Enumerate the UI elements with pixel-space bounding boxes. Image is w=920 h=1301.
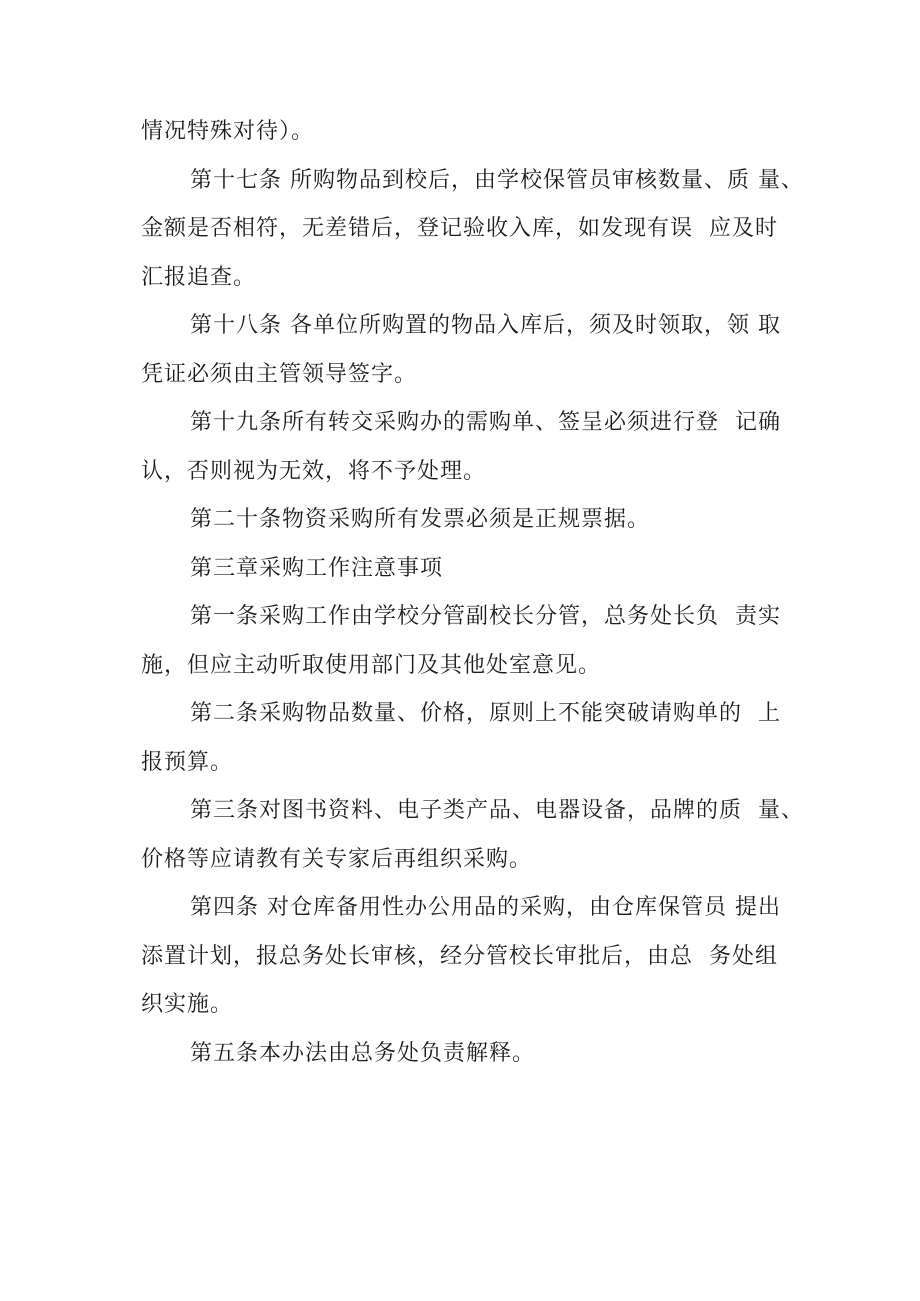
text-line-2: 第十七条 所购物品到校后，由学校保管员审核数量、质 量、 (190, 168, 804, 193)
text-line-4: 汇报追查。 (141, 265, 257, 290)
text-line-6: 凭证必须由主管领导签字。 (141, 362, 418, 387)
text-line-3: 金额是否相符，无差错后，登记验收入库，如发现有误 应及时 (141, 216, 778, 241)
text-line-18: 添置计划，报总务处长审核，经分管校长审批后，由总 务处组 (141, 944, 778, 969)
text-line-8: 认，否则视为无效，将不予处理。 (141, 459, 487, 484)
text-line-12: 施，但应主动听取使用部门及其他处室意见。 (141, 653, 602, 678)
text-line-5: 第十八条 各单位所购置的物品入库后，须及时领取，领 取 (190, 313, 781, 338)
text-line-11: 第一条采购工作由学校分管副校长分管，总务处长负 责实 (190, 604, 781, 629)
text-line-13: 第二条采购物品数量、价格，原则上不能突破请购单的 上 (190, 701, 781, 726)
text-line-17: 第四条 对仓库备用性办公用品的采购，由仓库保管员 提出 (190, 895, 781, 920)
text-line-1: 情况特殊对待）。 (141, 119, 315, 144)
text-line-20: 第五条本办法由总务处负责解释。 (190, 1041, 536, 1066)
text-line-15: 第三条对图书资料、电子类产品、电器设备，品牌的质 量、 (190, 798, 804, 823)
text-line-14: 报预算。 (141, 750, 234, 775)
text-line-16: 价格等应请教有关专家后再组织采购。 (141, 847, 533, 872)
text-line-7: 第十九条所有转交采购办的需购单、签呈必须进行登 记确 (190, 410, 781, 435)
text-line-19: 织实施。 (141, 992, 234, 1017)
text-line-9: 第二十条物资采购所有发票必须是正规票据。 (190, 507, 651, 532)
text-line-10: 第三章采购工作注意事项 (190, 556, 444, 581)
